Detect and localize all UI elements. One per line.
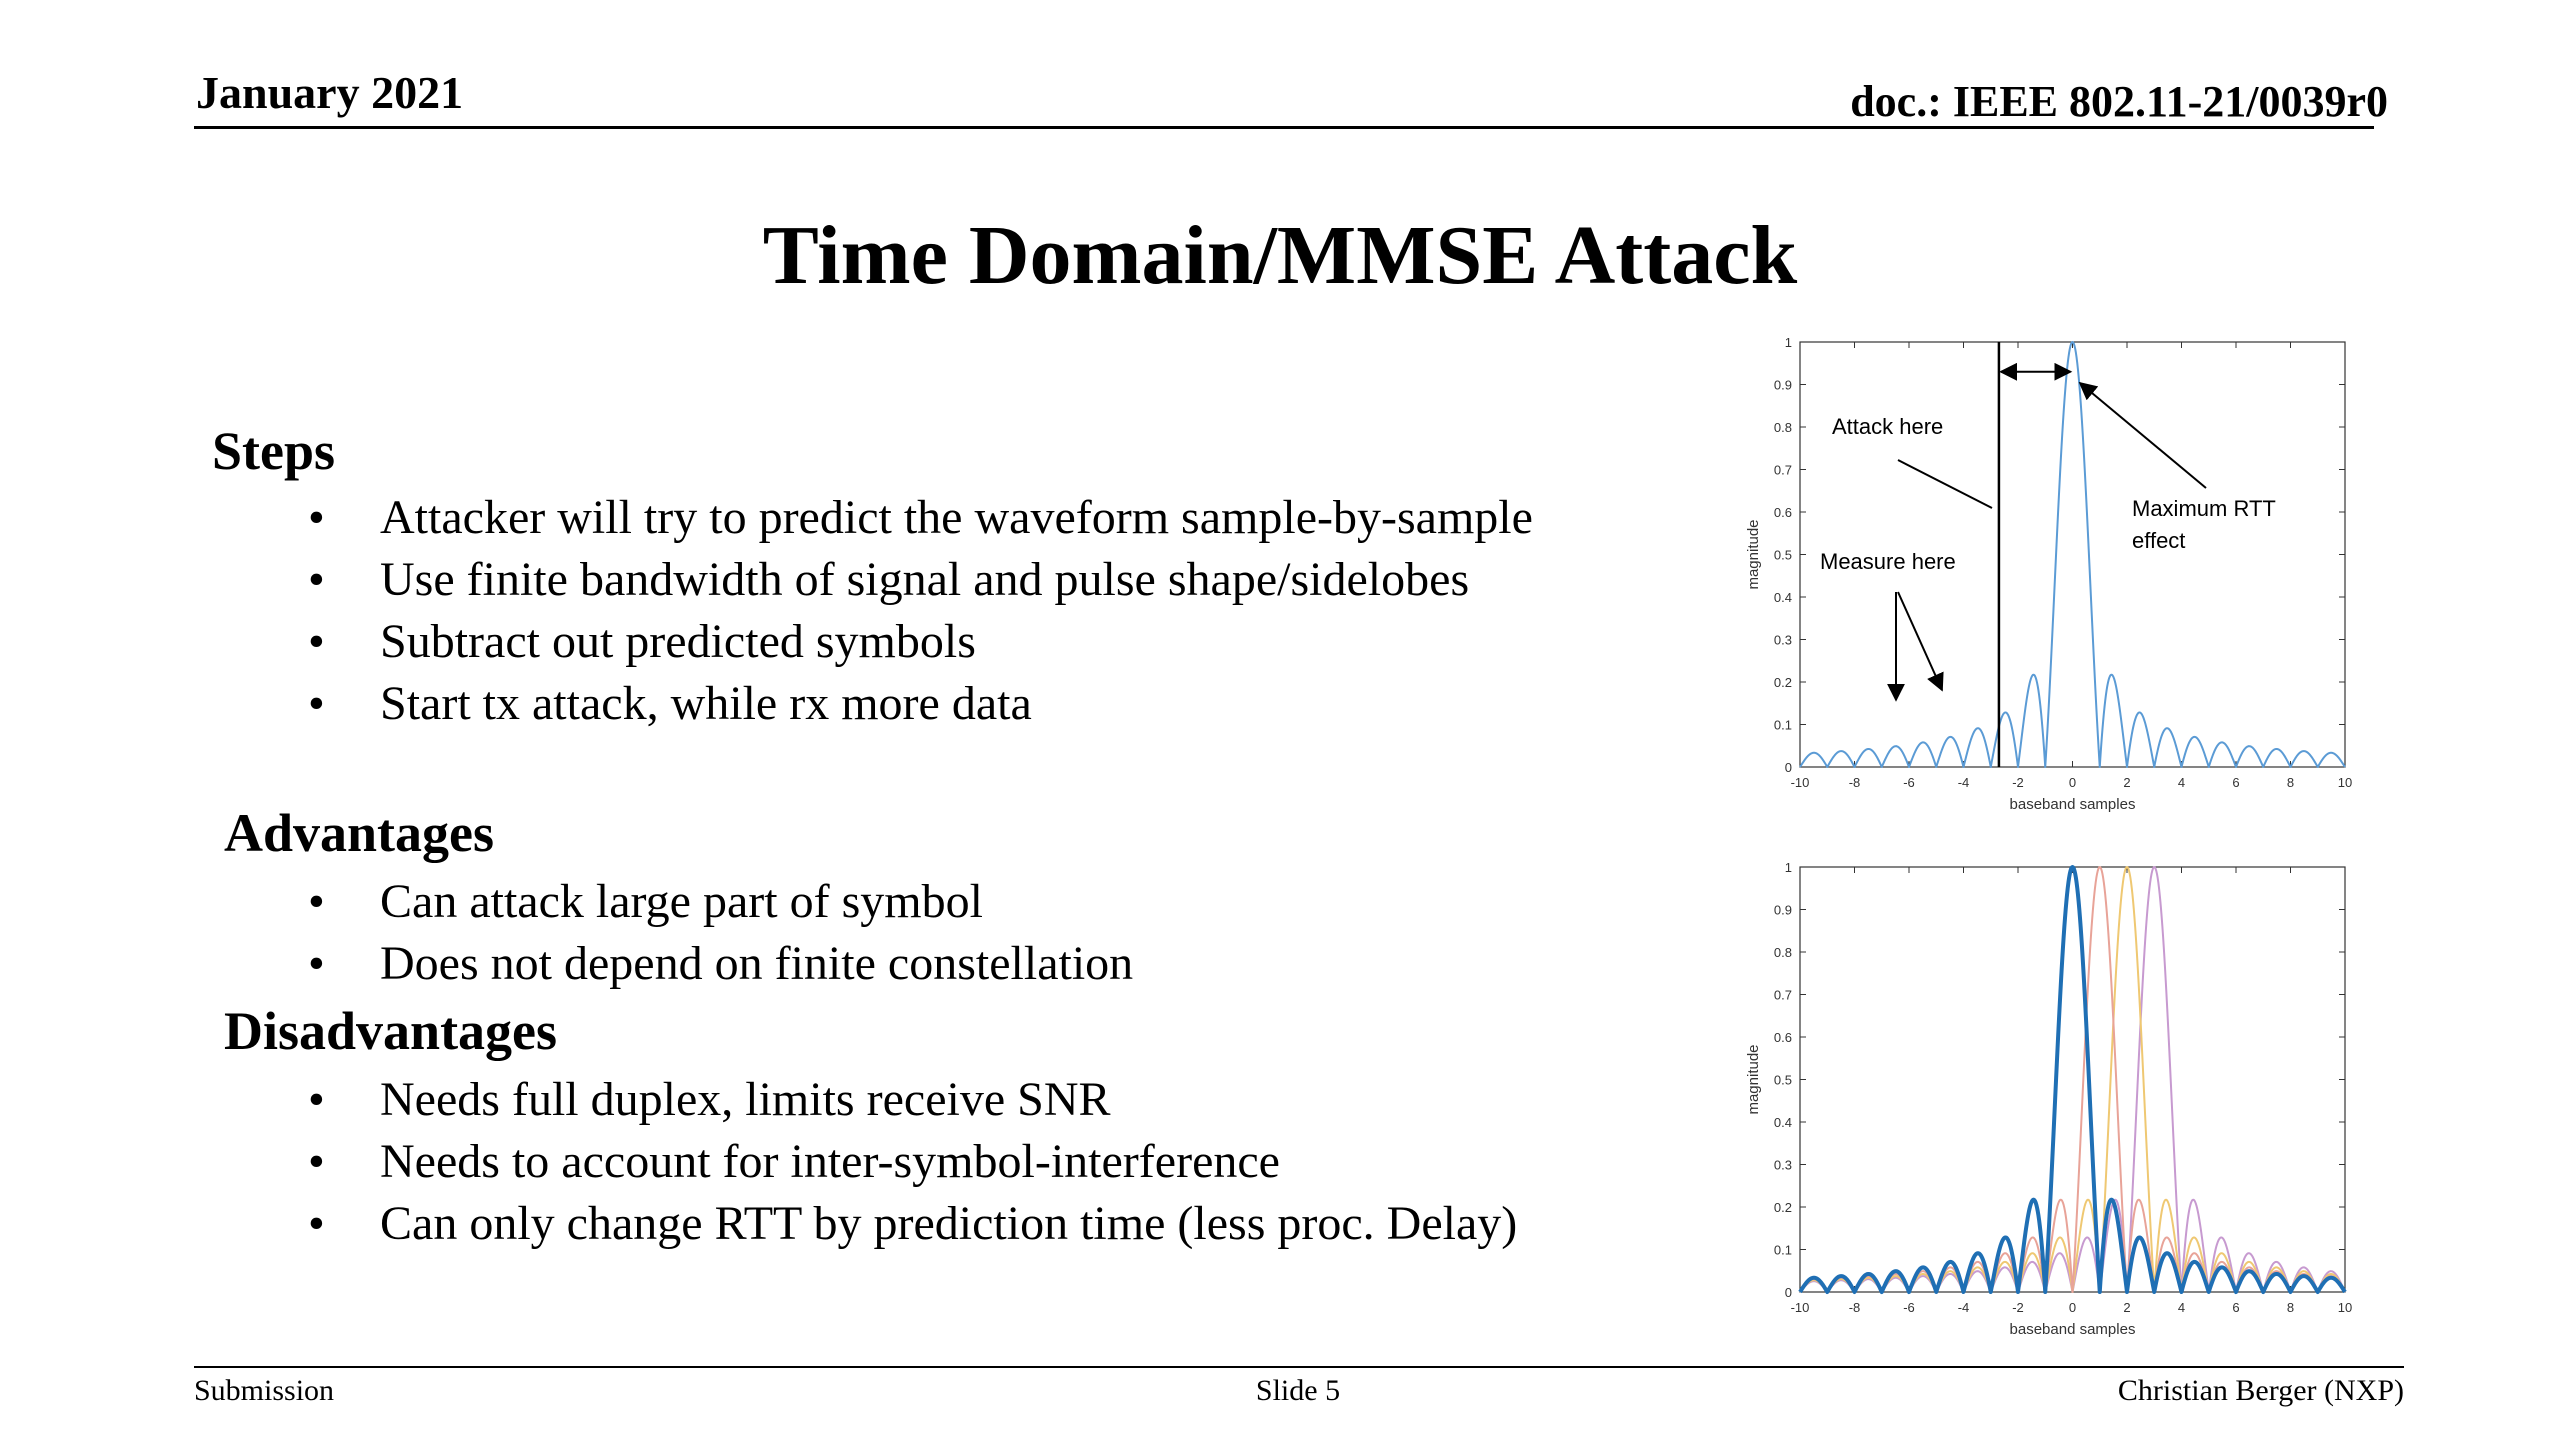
- y-tick-label: 0.7: [1773, 987, 1792, 1003]
- y-tick-label: 0.3: [1773, 1157, 1792, 1173]
- y-tick-label: 0.6: [1773, 505, 1792, 520]
- y-tick-label: 0.1: [1773, 1242, 1792, 1258]
- x-tick-label: -8: [1848, 1300, 1861, 1315]
- annotation-attack-here: Attack here: [1832, 414, 1944, 439]
- disadvantages-list: [308, 1073, 1708, 1266]
- x-tick-label: 4: [2177, 775, 2186, 790]
- section-heading-steps: Steps: [212, 421, 336, 481]
- chart-sinc-shifted: [1730, 855, 2370, 1355]
- bullet-text: Start tx attack, while rx more data: [380, 677, 1032, 730]
- y-tick-label: 0.4: [1773, 1115, 1792, 1130]
- bullet-glyph: •: [308, 937, 325, 990]
- steps-list: [308, 491, 1708, 744]
- x-tick-label: -6: [1903, 1300, 1915, 1315]
- bullet-text: Use finite bandwidth of signal and pulse shape/sidelobes: [380, 553, 1470, 606]
- x-tick-label: 2: [2123, 1300, 2131, 1315]
- x-tick-label: -8: [1848, 775, 1861, 790]
- x-tick-label: -2: [2012, 775, 2024, 790]
- chart-sinc-attack: [1730, 330, 2370, 830]
- bullet-text: Can attack large part of symbol: [380, 875, 983, 928]
- bullet-text: Does not depend on finite constellation: [380, 937, 1134, 990]
- bullet-glyph: •: [308, 1073, 325, 1126]
- annotation-measure-here: Measure here: [1820, 549, 1956, 574]
- header-doc-id: doc.: IEEE 802.11-21/0039r0: [1850, 77, 2388, 126]
- bullet-text: Needs full duplex, limits receive SNR: [380, 1073, 1111, 1126]
- x-tick-label: 4: [2177, 1300, 2186, 1315]
- bullet-glyph: •: [308, 491, 325, 544]
- y-axis-label: magnitude: [1745, 519, 1762, 590]
- x-tick-label: -4: [1957, 1300, 1970, 1315]
- y-tick-label: 0.4: [1773, 590, 1792, 605]
- y-tick-label: 0.3: [1773, 632, 1792, 648]
- y-tick-label: 1: [1784, 335, 1792, 350]
- x-tick-label: -2: [2012, 1300, 2024, 1315]
- bullet-glyph: •: [308, 553, 325, 606]
- header-divider: [194, 126, 2374, 129]
- x-tick-label: -10: [1790, 775, 1810, 790]
- x-tick-label: -6: [1903, 775, 1915, 790]
- y-tick-label: 0.1: [1773, 717, 1792, 733]
- footer-divider: [194, 1366, 2404, 1368]
- y-tick-label: 0.9: [1773, 902, 1792, 918]
- y-tick-label: 0.6: [1773, 1030, 1792, 1045]
- y-tick-label: 0.2: [1773, 675, 1792, 690]
- bullet-glyph: •: [308, 615, 325, 668]
- x-tick-label: 8: [2286, 1300, 2295, 1315]
- bullet-glyph: •: [308, 1135, 325, 1188]
- bullet-text: Can only change RTT by prediction time (less proc. Delay): [380, 1197, 1518, 1250]
- bullet-glyph: •: [308, 875, 325, 928]
- x-tick-label: 10: [2337, 1300, 2353, 1315]
- y-tick-label: 0.7: [1773, 462, 1792, 478]
- plot-frame: [1800, 867, 2345, 1292]
- y-tick-label: 0.8: [1773, 420, 1792, 435]
- bullet-glyph: •: [308, 1197, 325, 1250]
- annotation-max-rtt: Maximum RTT: [2132, 496, 2276, 521]
- x-tick-label: 0: [2068, 1300, 2077, 1315]
- x-tick-label: 0: [2068, 775, 2077, 790]
- x-tick-label: 8: [2286, 775, 2295, 790]
- slide-title: Time Domain/MMSE Attack: [762, 209, 1798, 302]
- y-tick-label: 0.9: [1773, 377, 1792, 393]
- annotation-effect: effect: [2132, 528, 2186, 553]
- bullet-text: Subtract out predicted symbols: [380, 615, 976, 668]
- x-tick-label: -4: [1957, 775, 1970, 790]
- x-tick-label: -10: [1790, 1300, 1810, 1315]
- y-tick-label: 0.2: [1773, 1200, 1792, 1215]
- x-axis-label: baseband samples: [2009, 796, 2136, 813]
- footer-author: Christian Berger (NXP): [2117, 1374, 2404, 1407]
- y-tick-label: 0.8: [1773, 945, 1792, 960]
- y-tick-label: 0.5: [1773, 1072, 1792, 1088]
- y-tick-label: 0: [1784, 1285, 1792, 1300]
- advantages-list: [308, 875, 1708, 998]
- bullet-text: Attacker will try to predict the waveform sample-by-sample: [380, 491, 1533, 544]
- footer-slide-number: Slide 5: [1255, 1374, 1341, 1407]
- x-tick-label: 6: [2232, 775, 2240, 790]
- bullet-text: Needs to account for inter-symbol-interference: [380, 1135, 1280, 1188]
- bullet-glyph: •: [308, 677, 325, 730]
- section-heading-advantages: Advantages: [224, 803, 495, 863]
- y-axis-label: magnitude: [1745, 1044, 1762, 1115]
- y-tick-label: 1: [1784, 860, 1792, 875]
- section-heading-disadvantages: Disadvantages: [224, 1001, 558, 1061]
- x-tick-label: 2: [2123, 775, 2131, 790]
- header-date: January 2021: [196, 67, 464, 118]
- y-tick-label: 0.5: [1773, 547, 1792, 563]
- x-axis-label: baseband samples: [2009, 1321, 2136, 1338]
- footer-submission: Submission: [194, 1374, 335, 1407]
- x-tick-label: 6: [2232, 1300, 2240, 1315]
- x-tick-label: 10: [2337, 775, 2353, 790]
- y-tick-label: 0: [1784, 760, 1792, 775]
